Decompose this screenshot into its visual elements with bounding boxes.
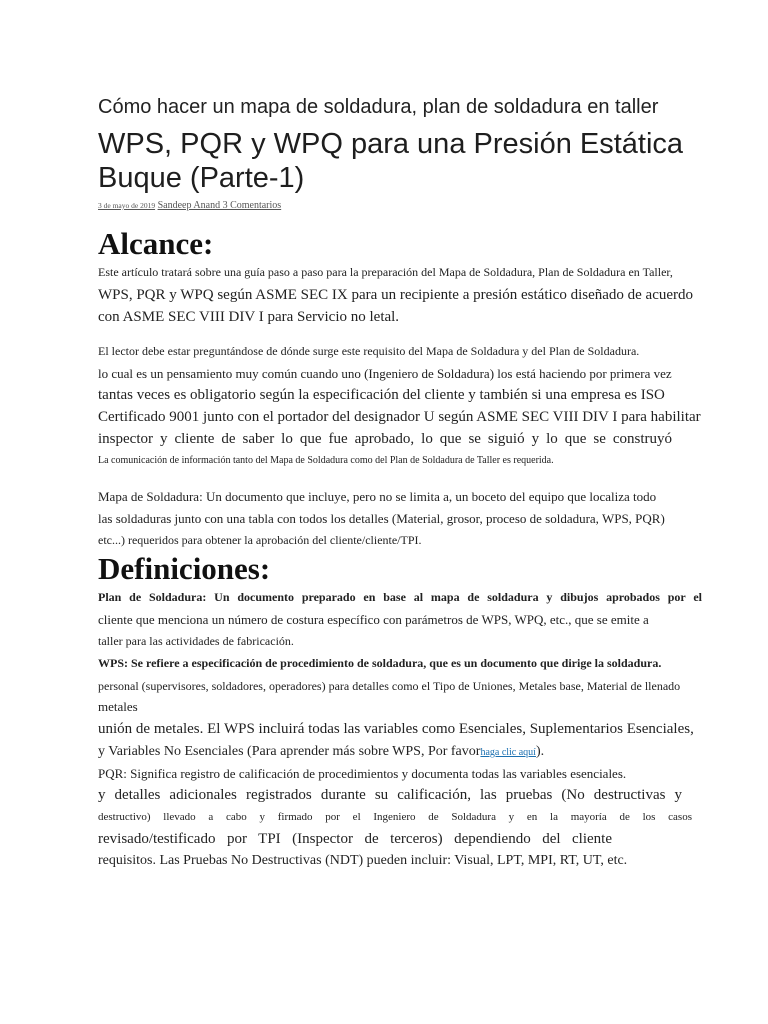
section-heading-definiciones: Definiciones: xyxy=(98,551,271,586)
definiciones-line-11: destructivo) llevado a cabo y firmado por el Ingeniero de Soldadura y en la mayoría de los casos xyxy=(98,811,692,823)
publish-date[interactable]: 3 de mayo de 2019 xyxy=(98,201,156,210)
alcance-line-2: WPS, PQR y WPQ según ASME SEC IX para un recipiente a presión estático diseñado de acuerdo xyxy=(98,287,694,303)
article-title-line2: Buque (Parte-1) xyxy=(98,162,305,194)
article-subtitle: Cómo hacer un mapa de soldadura, plan de soldadura en taller xyxy=(98,96,659,118)
definiciones-line-8-text: y Variables No Esenciales (Para aprender más sobre WPS, Por favor xyxy=(98,744,481,759)
alcance-line-8: inspector y cliente de saber lo que fue aprobado, lo que se siguió y lo que se construyó xyxy=(98,431,672,447)
definiciones-line-4: WPS: Se refiere a especificación de procedimiento de soldadura, que es un documento que dirige la soldadura. xyxy=(98,656,662,670)
alcance-line-9: La comunicación de información tanto del Mapa de Soldadura como del Plan de Soldadura de Taller es requerida. xyxy=(98,455,554,466)
alcance-line-4: El lector debe estar preguntándose de dónde surge este requisito del Mapa de Soldadura y del Plan de Soldadura. xyxy=(98,344,640,358)
alcance-line-3: con ASME SEC VIII DIV I para Servicio no letal. xyxy=(98,309,400,325)
alcance-line-11: las soldaduras junto con una tabla con todos los detalles (Material, grosor, proceso de soldadura, WPS, PQR) xyxy=(98,511,665,526)
alcance-line-5: lo cual es un pensamiento muy común cuando uno (Ingeniero de Soldadura) los está haciendo por primera vez xyxy=(98,366,672,381)
definiciones-line-8 xyxy=(98,744,544,760)
definiciones-line-2: cliente que menciona un número de costura específico con parámetros de WPS, WPQ, etc., que se emite a xyxy=(98,612,649,627)
definiciones-line-8-end: ). xyxy=(535,744,545,759)
definiciones-line-5: personal (supervisores, soldadores, operadores) para detalles como el Tipo de Uniones, Metales base, Material de llenado xyxy=(98,679,681,693)
definiciones-line-13: requisitos. Las Pruebas No Destructivas (NDT) pueden incluir: Visual, LPT, MPI, RT, UT, etc. xyxy=(98,853,628,868)
alcance-line-7: Certificado 9001 junto con el portador del designador U según ASME SEC VIII DIV I para habilitar xyxy=(98,409,701,425)
definiciones-line-7: unión de metales. El WPS incluirá todas las variables como Esenciales, Suplementarios Esenciales, xyxy=(98,721,694,737)
article-title-line1: WPS, PQR y WPQ para una Presión Estática xyxy=(98,128,684,160)
definiciones-line-10: y detalles adicionales registrados durante su calificación, las pruebas (No destructivas y xyxy=(98,787,682,803)
alcance-line-1: Este artículo tratará sobre una guía paso a paso para la preparación del Mapa de Soldadura, Plan de Soldadura en Taller, xyxy=(98,265,673,279)
author-comments-link[interactable]: Sandeep Anand 3 Comentarios xyxy=(157,200,282,211)
alcance-line-12: etc...) requeridos para obtener la aprobación del cliente/cliente/TPI. xyxy=(98,533,422,547)
section-heading-alcance: Alcance: xyxy=(98,226,214,261)
definiciones-line-1: Plan de Soldadura: Un documento preparado en base al mapa de soldadura y dibujos aprobados por el xyxy=(98,590,702,604)
alcance-line-6: tantas veces es obligatorio según la especificación del cliente y también si una empresa es ISO xyxy=(98,387,665,403)
wps-link[interactable]: haga clic aquí xyxy=(480,747,536,758)
definiciones-line-6: metales xyxy=(98,699,138,714)
alcance-line-10: Mapa de Soldadura: Un documento que incluye, pero no se limita a, un boceto del equipo que localiza todo xyxy=(98,489,657,504)
definiciones-line-3: taller para las actividades de fabricación. xyxy=(98,634,294,648)
definiciones-line-12: revisado/testificado por TPI (Inspector de terceros) dependiendo del cliente xyxy=(98,831,612,847)
article-meta xyxy=(98,200,281,211)
definiciones-line-9: PQR: Significa registro de calificación de procedimientos y documenta todas las variables esenciales. xyxy=(98,766,627,781)
